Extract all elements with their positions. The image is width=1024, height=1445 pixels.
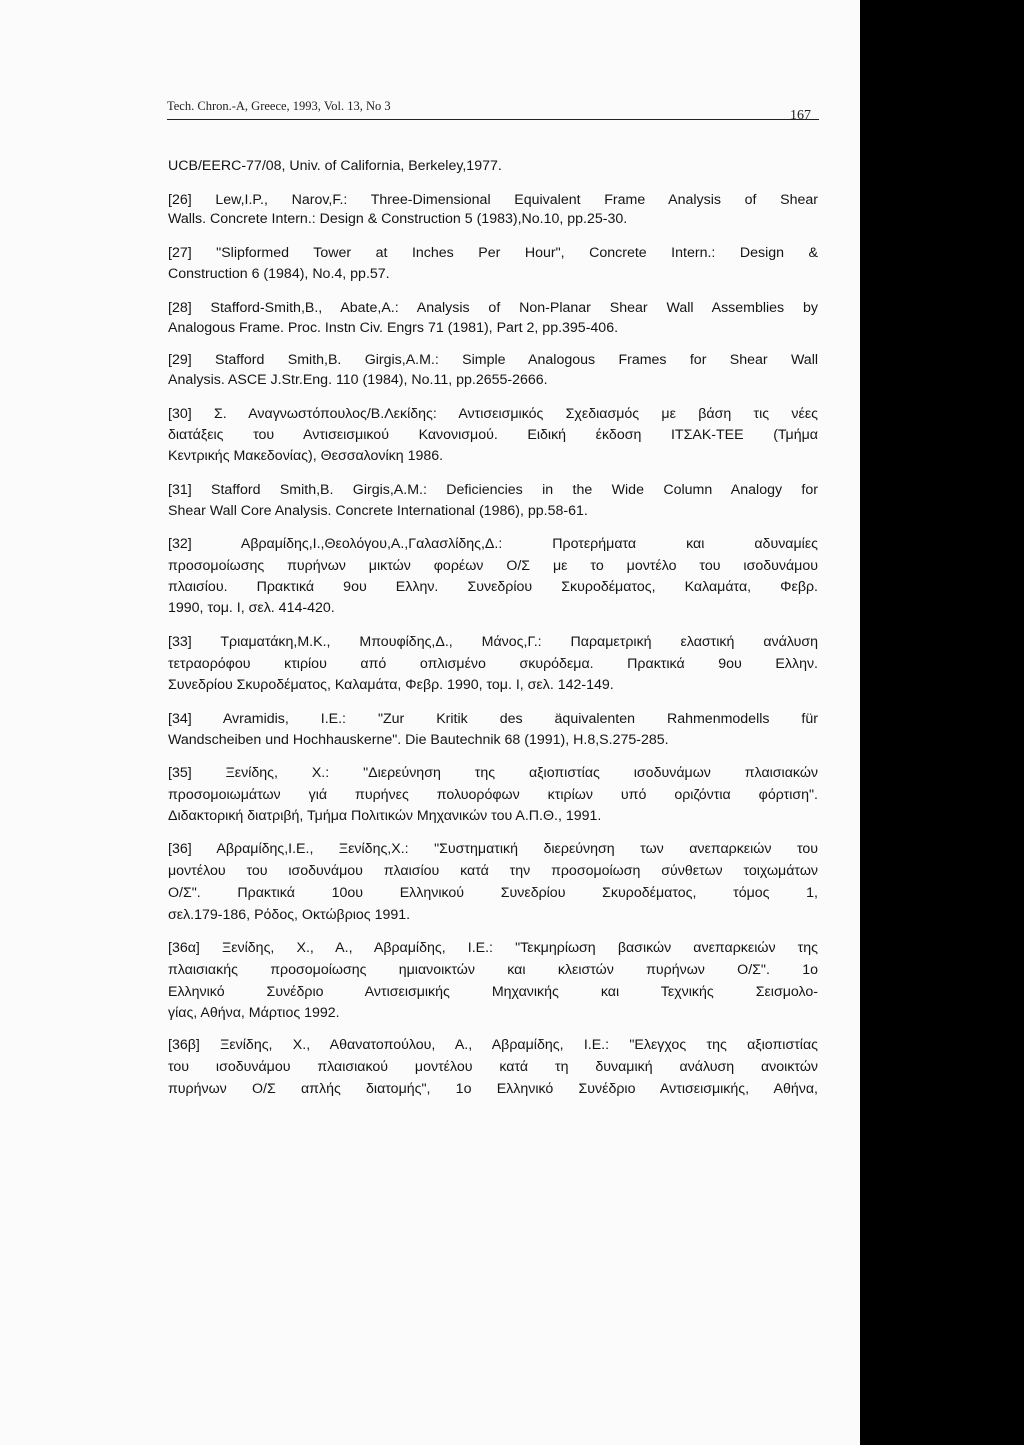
reference-line: [27] "Slipformed Tower at Inches Per Hour", Concrete Intern.: Design & (168, 245, 818, 261)
reference-line: [30] Σ. Αναγνωστόπουλος/Β.Λεκίδης: Αντισεισμικός Σχεδιασμός με βάση τις νέες (168, 406, 818, 422)
reference-line: Συνεδρίου Σκυροδέματος, Καλαμάτα, Φεβρ. 1990, τομ. Ι, σελ. 142-149. (168, 677, 614, 693)
reference-line: [26] Lew,I.P., Narov,F.: Three-Dimensional Equivalent Frame Analysis of Shear (168, 192, 818, 208)
reference-line: Walls. Concrete Intern.: Design & Construction 5 (1983),No.10, pp.25-30. (168, 211, 628, 227)
reference-line: πλαισιακής προσομοίωσης ημιανοικτών και κλειστών πυρήνων Ο/Σ". 1ο (168, 962, 818, 978)
reference-line: πλαισίου. Πρακτικά 9ου Ελλην. Συνεδρίου Σκυροδέματος, Καλαμάτα, Φεβρ. (168, 579, 818, 595)
reference-line: UCB/EERC-77/08, Univ. of California, Berkeley,1977. (168, 158, 502, 174)
reference-line: του ισοδυνάμου πλαισιακού μοντέλου κατά τη δυναμική ανάλυση ανοικτών (168, 1059, 818, 1075)
reference-line: Ελληνικό Συνέδριο Αντισεισμικής Μηχανικής και Τεχνικής Σεισμολο- (168, 984, 818, 1000)
reference-line: [36] Αβραμίδης,Ι.Ε., Ξενίδης,Χ.: "Συστηματική διερεύνηση των ανεπαρκειών του (168, 841, 818, 857)
reference-line: πυρήνων Ο/Σ απλής διατομής", 1ο Ελληνικό Συνέδριο Αντισεισμικής, Αθήνα, (168, 1081, 818, 1097)
header-rule (167, 119, 819, 120)
reference-line: διατάξεις του Αντισεισμικού Κανονισμού. Ειδική έκδοση ΙΤΣΑΚ-ΤΕΕ (Τμήμα (168, 427, 818, 443)
reference-line: [32] Αβραμίδης,Ι.,Θεολόγου,Α.,Γαλασλίδης,Δ.: Προτερήματα και αδυναμίες (168, 536, 818, 552)
reference-line: [33] Τριαματάκη,Μ.Κ., Μπουφίδης,Δ., Μάνος,Γ.: Παραμετρική ελαστική ανάλυση (168, 634, 818, 650)
reference-line: Shear Wall Core Analysis. Concrete International (1986), pp.58-61. (168, 503, 588, 519)
reference-line: γίας, Αθήνα, Μάρτιος 1992. (168, 1005, 340, 1021)
reference-line: προσομοίωσης πυρήνων μικτών φορέων Ο/Σ με το μοντέλο του ισοδυνάμου (168, 558, 818, 574)
reference-line: Construction 6 (1984), No.4, pp.57. (168, 266, 390, 282)
reference-line: σελ.179-186, Ρόδος, Οκτώβριος 1991. (168, 907, 411, 923)
reference-line: [35] Ξενίδης, Χ.: "Διερεύνηση της αξιοπιστίας ισοδυνάμων πλαισιακών (168, 765, 818, 781)
running-head: Tech. Chron.-A, Greece, 1993, Vol. 13, No 3 (167, 99, 391, 113)
reference-line: 1990, τομ. Ι, σελ. 414-420. (168, 600, 335, 616)
reference-line: [36β] Ξενίδης, Χ., Αθανατοπούλου, Α., Αβραμίδης, Ι.Ε.: "Ελεγχος της αξιοπιστίας (168, 1037, 818, 1053)
page-number: 167 (790, 108, 811, 123)
reference-line: προσομοιωμάτων γιά πυρήνες πολυορόφων κτιρίων υπό οριζόντια φόρτιση". (168, 787, 818, 803)
reference-line: Ο/Σ". Πρακτικά 10ου Ελληνικού Συνεδρίου Σκυροδέματος, τόμος 1, (168, 885, 818, 901)
reference-line: [28] Stafford-Smith,B., Abate,A.: Analysis of Non-Planar Shear Wall Assemblies by (168, 300, 818, 316)
reference-line: Wandscheiben und Hochhauskerne". Die Bautechnik 68 (1991), H.8,S.275-285. (168, 732, 669, 748)
reference-line: μοντέλου του ισοδυνάμου πλαισίου κατά την προσομοίωση σύνθετων τοιχωμάτων (168, 863, 818, 879)
reference-line: [34] Avramidis, I.E.: "Zur Kritik des äquivalenten Rahmenmodells für (168, 711, 818, 727)
reference-line: τετραορόφου κτιρίου από οπλισμένο σκυρόδεμα. Πρακτικά 9ου Ελλην. (168, 656, 818, 672)
reference-line: [36α] Ξενίδης, Χ., Α., Αβραμίδης, Ι.Ε.: "Τεκμηρίωση βασικών ανεπαρκειών της (168, 940, 818, 956)
reference-line: Κεντρικής Μακεδονίας), Θεσσαλονίκη 1986. (168, 448, 444, 464)
reference-line: Διδακτορική διατριβή, Τμήμα Πολιτικών Μηχανικών του Α.Π.Θ., 1991. (168, 808, 602, 824)
reference-line: Analysis. ASCE J.Str.Eng. 110 (1984), No.11, pp.2655-2666. (168, 372, 548, 388)
reference-line: [29] Stafford Smith,B. Girgis,A.M.: Simple Analogous Frames for Shear Wall (168, 352, 818, 368)
reference-line: Analogous Frame. Proc. Instn Civ. Engrs 71 (1981), Part 2, pp.395-406. (168, 320, 619, 336)
reference-line: [31] Stafford Smith,B. Girgis,A.M.: Deficiencies in the Wide Column Analogy for (168, 482, 818, 498)
